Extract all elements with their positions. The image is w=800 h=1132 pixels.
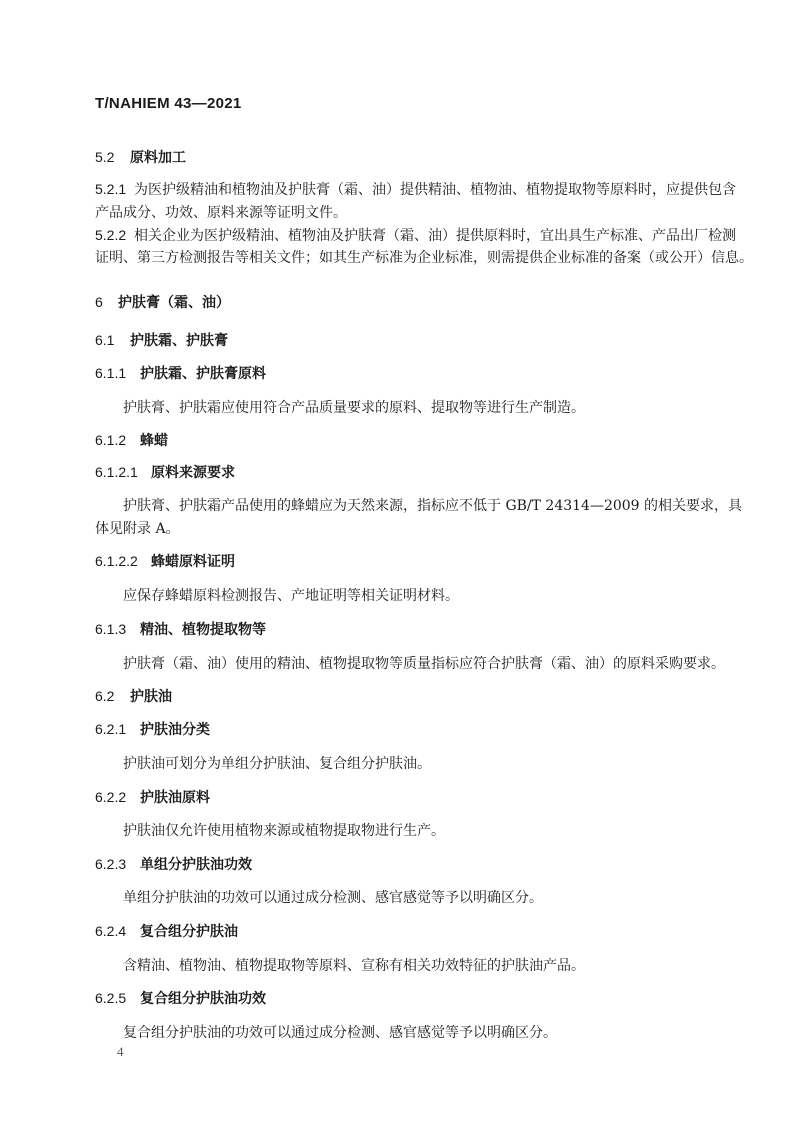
clause-6-2-3-text: 单组分护肤油的功效可以通过成分检测、感官感觉等予以明确区分。	[123, 890, 543, 906]
clause-6-2-5-text: 复合组分护肤油的功效可以通过成分检测、感官感觉等予以明确区分。	[123, 1025, 557, 1041]
section-title: 护肤膏（霜、油）	[118, 295, 230, 311]
section-number: 6.2.1	[95, 721, 127, 737]
section-number: 6.2.2	[95, 789, 127, 805]
clause-6-2-2-text: 护肤油仅允许使用植物来源或植物提取物进行生产。	[123, 823, 445, 839]
section-title: 护肤霜、护肤膏原料	[140, 366, 266, 382]
clause-number: 5.2.2	[95, 227, 127, 243]
document-id-header: T/NAHIEM 43—2021	[95, 95, 242, 112]
section-number: 6.1.2.2	[95, 553, 138, 569]
section-title: 精油、植物提取物等	[140, 622, 266, 638]
section-title: 原料来源要求	[151, 465, 235, 481]
section-5-2-heading	[95, 147, 186, 167]
section-6-heading	[95, 292, 230, 312]
section-title: 蜂蜡	[140, 433, 168, 449]
clause-6-2-1-text: 护肤油可划分为单组分护肤油、复合组分护肤油。	[123, 756, 431, 772]
section-6-1-2-heading	[95, 430, 168, 450]
clause-6-1-1-text: 护肤膏、护肤霜应使用符合产品质量要求的原料、提取物等进行生产制造。	[123, 400, 585, 416]
section-6-1-2-1-heading	[95, 462, 235, 482]
section-title: 护肤油分类	[140, 722, 210, 738]
section-number: 6.1.2.1	[95, 464, 138, 480]
clause-number: 5.2.1	[95, 181, 127, 197]
clause-6-1-3-text: 护肤膏（霜、油）使用的精油、植物提取物等质量指标应符合护肤膏（霜、油）的原料采购要求。	[123, 656, 725, 672]
clause-6-1-2-2-text: 应保存蜂蜡原料检测报告、产地证明等相关证明材料。	[123, 588, 459, 604]
section-number: 6.2	[95, 688, 115, 704]
clause-text: 相关企业为医护级精油、植物油及护肤膏（霜、油）提供原料时，宜出具生产标准、产品出厂检测	[134, 228, 736, 244]
section-title: 护肤霜、护肤膏	[130, 333, 228, 349]
section-title: 复合组分护肤油功效	[140, 991, 266, 1007]
section-6-1-2-2-heading	[95, 551, 235, 571]
section-number: 6	[95, 294, 103, 310]
section-number: 6.1.2	[95, 432, 127, 448]
section-6-2-1-heading	[95, 719, 210, 739]
clause-5-2-2-line2: 证明、第三方检测报告等相关文件；如其生产标准为企业标准，则需提供企业标准的备案（或公开）信息。	[95, 250, 753, 266]
clause-5-2-1-line2: 产品成分、功效、原料来源等证明文件。	[95, 205, 347, 221]
section-6-1-3-heading	[95, 619, 266, 639]
clause-6-1-2-1-line1: 护肤膏、护肤霜产品使用的蜂蜡应为天然来源，指标应不低于 GB/T 24314—2009 的相关要求，具	[123, 498, 743, 514]
section-number: 6.1.3	[95, 621, 127, 637]
section-6-2-3-heading	[95, 854, 252, 874]
clause-text: 为医护级精油和植物油及护肤膏（霜、油）提供精油、植物油、植物提取物等原料时，应提供包含	[134, 182, 736, 198]
section-6-2-4-heading	[95, 921, 238, 941]
section-title: 护肤油	[130, 689, 172, 705]
section-6-1-1-heading	[95, 363, 266, 383]
section-6-1-heading	[95, 330, 228, 350]
section-6-2-heading	[95, 686, 172, 706]
clause-6-1-2-1-line2: 体见附录 A。	[95, 521, 180, 537]
section-number: 6.2.4	[95, 923, 127, 939]
section-number: 6.2.3	[95, 856, 127, 872]
section-number: 6.2.5	[95, 990, 127, 1006]
section-title: 护肤油原料	[140, 790, 210, 806]
section-title: 蜂蜡原料证明	[151, 554, 235, 570]
clause-6-2-4-text: 含精油、植物油、植物提取物等原料、宣称有相关功效特征的护肤油产品。	[123, 958, 585, 974]
section-number: 5.2	[95, 149, 115, 165]
clause-5-2-2-line1	[95, 225, 736, 245]
section-number: 6.1	[95, 332, 115, 348]
section-title: 单组分护肤油功效	[140, 857, 252, 873]
section-number: 6.1.1	[95, 365, 127, 381]
section-title: 复合组分护肤油	[140, 924, 238, 940]
section-6-2-5-heading	[95, 988, 266, 1008]
section-title: 原料加工	[130, 150, 186, 166]
clause-5-2-1-line1	[95, 179, 736, 199]
section-6-2-2-heading	[95, 787, 210, 807]
page-number: 4	[117, 1044, 124, 1059]
